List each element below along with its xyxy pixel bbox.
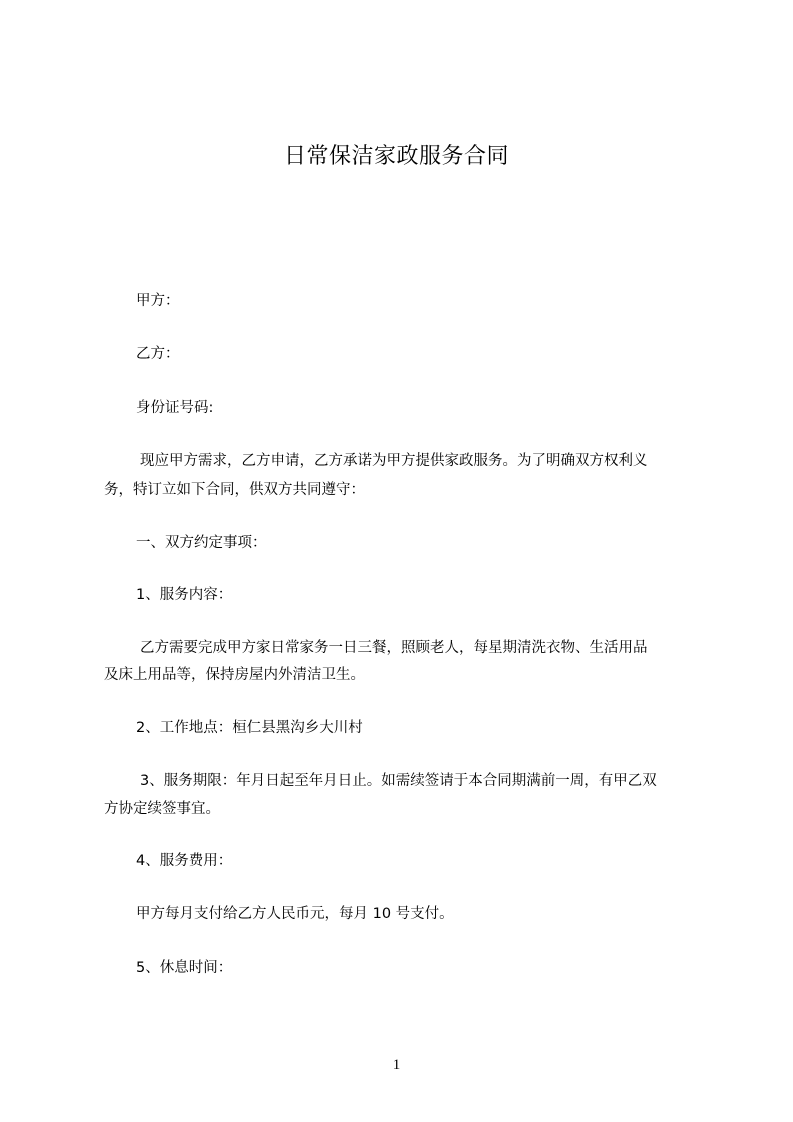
item-1-heading: 1、服务内容： [136, 587, 233, 603]
item-5-heading: 5、休息时间： [136, 960, 233, 976]
party-b-label: 乙方： [136, 346, 180, 362]
id-number-label: 身份证号码: [136, 400, 214, 416]
item-4-heading: 4、服务费用： [136, 853, 233, 869]
party-a-label: 甲方： [136, 293, 180, 309]
item-3-line-1: 3、服务期限：年月日起至年月日止。如需续签请于本合同期满前一周，有甲乙双 [140, 773, 657, 789]
intro-line-2: 务，特订立如下合同，供双方共同遵守： [104, 482, 365, 498]
item-3-line-2: 方协定续签事宜。 [104, 801, 220, 817]
document-title: 日常保洁家政服务合同 [283, 144, 509, 169]
page-number: 1 [392, 1057, 401, 1073]
item-4-body: 甲方每月支付给乙方人民币元，每月 10 号支付。 [136, 906, 454, 922]
item-1-body-line-2: 及床上用品等，保持房屋内外清洁卫生。 [104, 667, 365, 683]
intro-line-1: 现应甲方需求，乙方申请，乙方承诺为甲方提供家政服务。为了明确双方权利义 [140, 453, 648, 469]
section-1-heading: 一、双方约定事项： [136, 535, 267, 551]
item-1-body-line-1: 乙方需要完成甲方家日常家务一日三餐，照顾老人，每星期清洗衣物、生活用品 [140, 640, 648, 656]
item-2-work-location: 2、工作地点：桓仁县黑沟乡大川村 [136, 720, 363, 736]
